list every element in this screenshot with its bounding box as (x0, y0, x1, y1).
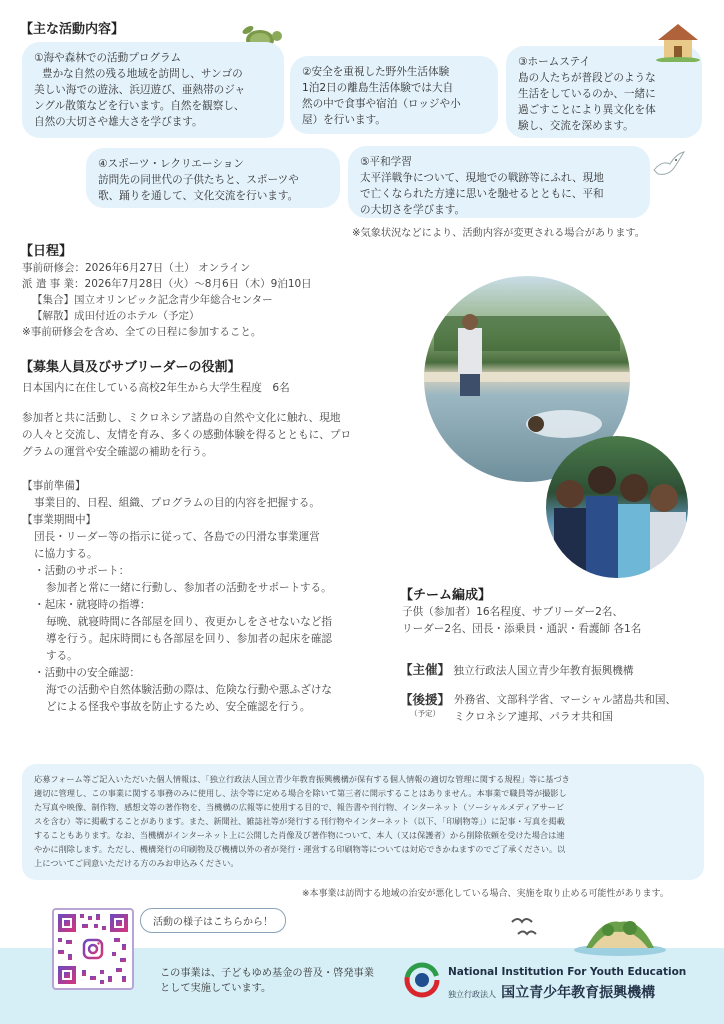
birds-icon (508, 912, 544, 938)
activity-line: 験し、交流を深めます。 (518, 120, 634, 132)
team-line: リーダー2名、団長・添乗員・通訳・看護師 各1名 (402, 623, 642, 635)
recruit-role (22, 410, 351, 461)
duty-title: ・起床・就寝時の指導： (34, 599, 151, 611)
activity-line: 豊かな自然の残る地域を訪問し、サンゴの (42, 68, 243, 80)
org-ja-row (448, 982, 655, 1002)
activity-line: 屋）を行います。 (302, 114, 386, 126)
recruit-eligibility: 日本国内に在住している高校2年生から大学生程度 6名 (22, 382, 290, 394)
safety-note: ※本事業は訪問する地域の治安が悪化している場合、実施を取り止める可能性があります。 (302, 889, 669, 899)
activity-line: 自然の大切さや雄大さを学びます。 (34, 116, 203, 128)
activity-line: 歌、踊りを通して、文化交流を行います。 (98, 190, 299, 202)
duty-line: どによる怪我や事故を防止するため、安全確認を行う。 (46, 701, 311, 713)
schedule-line: 事前研修会：2026年6月27日（土） オンライン (22, 262, 251, 274)
duty-title: ・活動中の安全確認： (34, 667, 140, 679)
activity-line: で亡くなられた方達に思いを馳せるとともに、平和 (360, 188, 604, 200)
role-line: 参加者と共に活動し、ミクロネシア諸島の自然や文化に触れ、現地 (22, 412, 341, 424)
activity-line: ングル散策などを行います。自然を観察し、 (34, 100, 245, 112)
activity-line: 1泊2日の離島生活体験では大自 (302, 82, 454, 94)
support-text (454, 692, 676, 726)
org-prefix: 独立行政法人 (448, 990, 496, 999)
organizer-value: 独立行政法人国立青少年教育振興機構 (453, 665, 634, 677)
team-text (402, 604, 641, 638)
role-line: グラムの運営や安全確認の補助を行う。 (22, 446, 213, 458)
support-row (400, 690, 450, 719)
dove-icon (650, 150, 686, 182)
activities-note: ※気象状況などにより、活動内容が変更される場合があります。 (352, 228, 645, 239)
house-icon (656, 22, 700, 62)
organizer-label: 【主催】 (400, 662, 451, 677)
activity-card-4 (86, 148, 340, 208)
duty-line: 参加者と常に一緒に行動し、参加者の活動をサポートする。 (46, 582, 332, 594)
privacy-line: やかに削除します。ただし、機構発行の印刷物及び機構以外の者が発行・運営する印刷物等については対応できかねますのでご了承ください。以 (34, 844, 566, 854)
recruit-heading: 【募集人員及びサブリーダーの役割】 (20, 360, 241, 375)
team-heading: 【チーム編成】 (400, 588, 492, 603)
activity-line: 訪問先の同世代の子供たちと、スポーツや (98, 174, 299, 186)
duty-line: 毎晩、就寝時間に各部屋を回り、夜更かしをさせないなど指 (46, 616, 333, 628)
activity-title: ⑤平和学習 (360, 156, 412, 168)
duty-line: 導を行う。起床時間にも各部屋を回り、参加者の起床を確認 (46, 633, 333, 645)
activity-line: 美しい海での遊泳、浜辺遊び、亜熱帯のジャ (34, 84, 246, 96)
schedule-line: 【解散】成田付近のホテル（予定） (32, 310, 200, 322)
activity-line: 生活をしているのか、一緒に (518, 88, 656, 100)
privacy-line: た写真や映像、制作物、感想文等の著作物を、当機構の広報等に使用する目的で、報告書や刊行物、インターネット（ソーシャルメディアサービ (34, 802, 565, 812)
org-ja: 国立青少年教育振興機構 (501, 985, 656, 1001)
privacy-line: スを含む）等に掲載することがあります。また、新聞社、雑誌社等が発行する刊行物やインターネット（以下、「印刷物等」）に記事・写真を掲載 (34, 816, 565, 826)
prep-heading: 【事前準備】 (22, 480, 86, 492)
activity-line: 過ごすことにより異文化を体 (518, 104, 656, 116)
schedule-block (22, 260, 312, 340)
team-line: 子供（参加者）16名程度、サブリーダー2名、 (402, 606, 624, 618)
during-line: 団長・リーダー等の指示に従って、各島での円滑な事業運営 (34, 531, 320, 543)
activity-callout: 活動の様子はこちらから！ (140, 908, 286, 933)
duty-title: ・活動のサポート： (34, 565, 130, 577)
activity-card-5 (348, 146, 650, 218)
activity-title: ③ホームステイ (518, 56, 591, 68)
support-line: ミクロネシア連邦、パラオ共和国 (454, 711, 613, 723)
activity-title: ④スポーツ・レクリエーション (98, 158, 244, 170)
niye-logo-icon (404, 962, 440, 998)
photo-group-girls (546, 436, 688, 578)
role-line: の人々と交流し、友情を育み、多くの感動体験を得るとともに、プロ (22, 429, 352, 441)
privacy-line: 応募フォーム等ご記入いただいた個人情報は、「独立行政法人国立青少年教育振興機構が保有する個人情報の適切な管理に関する規程」等に基づき (34, 774, 570, 784)
during-line: に協力する。 (34, 548, 98, 560)
org-en: National Institution For Youth Education (448, 966, 687, 978)
activity-title: ①海や森林での活動プログラム (34, 52, 182, 64)
activity-title: ②安全を重視した野外生活体験 (302, 66, 450, 78)
qr-code[interactable] (52, 908, 134, 990)
activities-heading: 【主な活動内容】 (20, 22, 125, 37)
privacy-line: することもあります。なお、当機構がインターネット上に公開した肖像及び著作物について、本人（又は保護者）から削除依頼を受けた場合は速 (34, 830, 565, 840)
privacy-notice (22, 764, 704, 880)
privacy-line: 適切に管理し、この事業に関する事務のみに使用し、法令等に定める場合を除いて第三者に開示することはありません。本事業で職員等が撮影し (34, 788, 567, 798)
island-icon (572, 912, 668, 956)
schedule-heading: 【日程】 (20, 244, 73, 259)
prep-text: 事業目的、日程、組織、プログラムの目的内容を把握する。 (34, 497, 320, 509)
privacy-line: 上についてご同意いただける方のみお申込みください。 (34, 858, 239, 868)
organizer-row (400, 660, 633, 678)
fund-note (160, 966, 374, 996)
activity-card-1 (22, 42, 284, 138)
duty-line: する。 (46, 650, 78, 662)
duty-line: 海での活動や自然体験活動の際は、危険な行動や悪ふざけな (46, 684, 333, 696)
schedule-line: 派 遣 事 業：2026年7月28日（火）～8月6日（木）9泊10日 (22, 278, 312, 290)
support-label: 【後援】 (400, 692, 451, 707)
activity-line: 然の中で食事や宿泊（ロッジや小 (302, 98, 461, 110)
during-heading: 【事業期間中】 (22, 514, 97, 526)
fund-line: として実施しています。 (160, 983, 272, 994)
support-line: 外務省、文部科学省、マーシャル諸島共和国、 (454, 694, 677, 706)
support-sub: （予定） (410, 709, 440, 718)
fund-line: この事業は、子どもゆめ基金の普及・啓発事業 (160, 968, 374, 979)
activity-card-2 (290, 56, 498, 134)
activity-line: 島の人たちが普段どのような (518, 72, 656, 84)
recruit-duties (22, 478, 332, 716)
schedule-line: ※事前研修会を含め、全ての日程に参加すること。 (22, 326, 262, 338)
activity-line: の大切さを学びます。 (360, 204, 466, 216)
activity-line: 太平洋戦争について、現地での戦跡等にふれ、現地 (360, 172, 604, 184)
schedule-line: 【集合】国立オリンピック記念青少年総合センター (32, 294, 273, 306)
